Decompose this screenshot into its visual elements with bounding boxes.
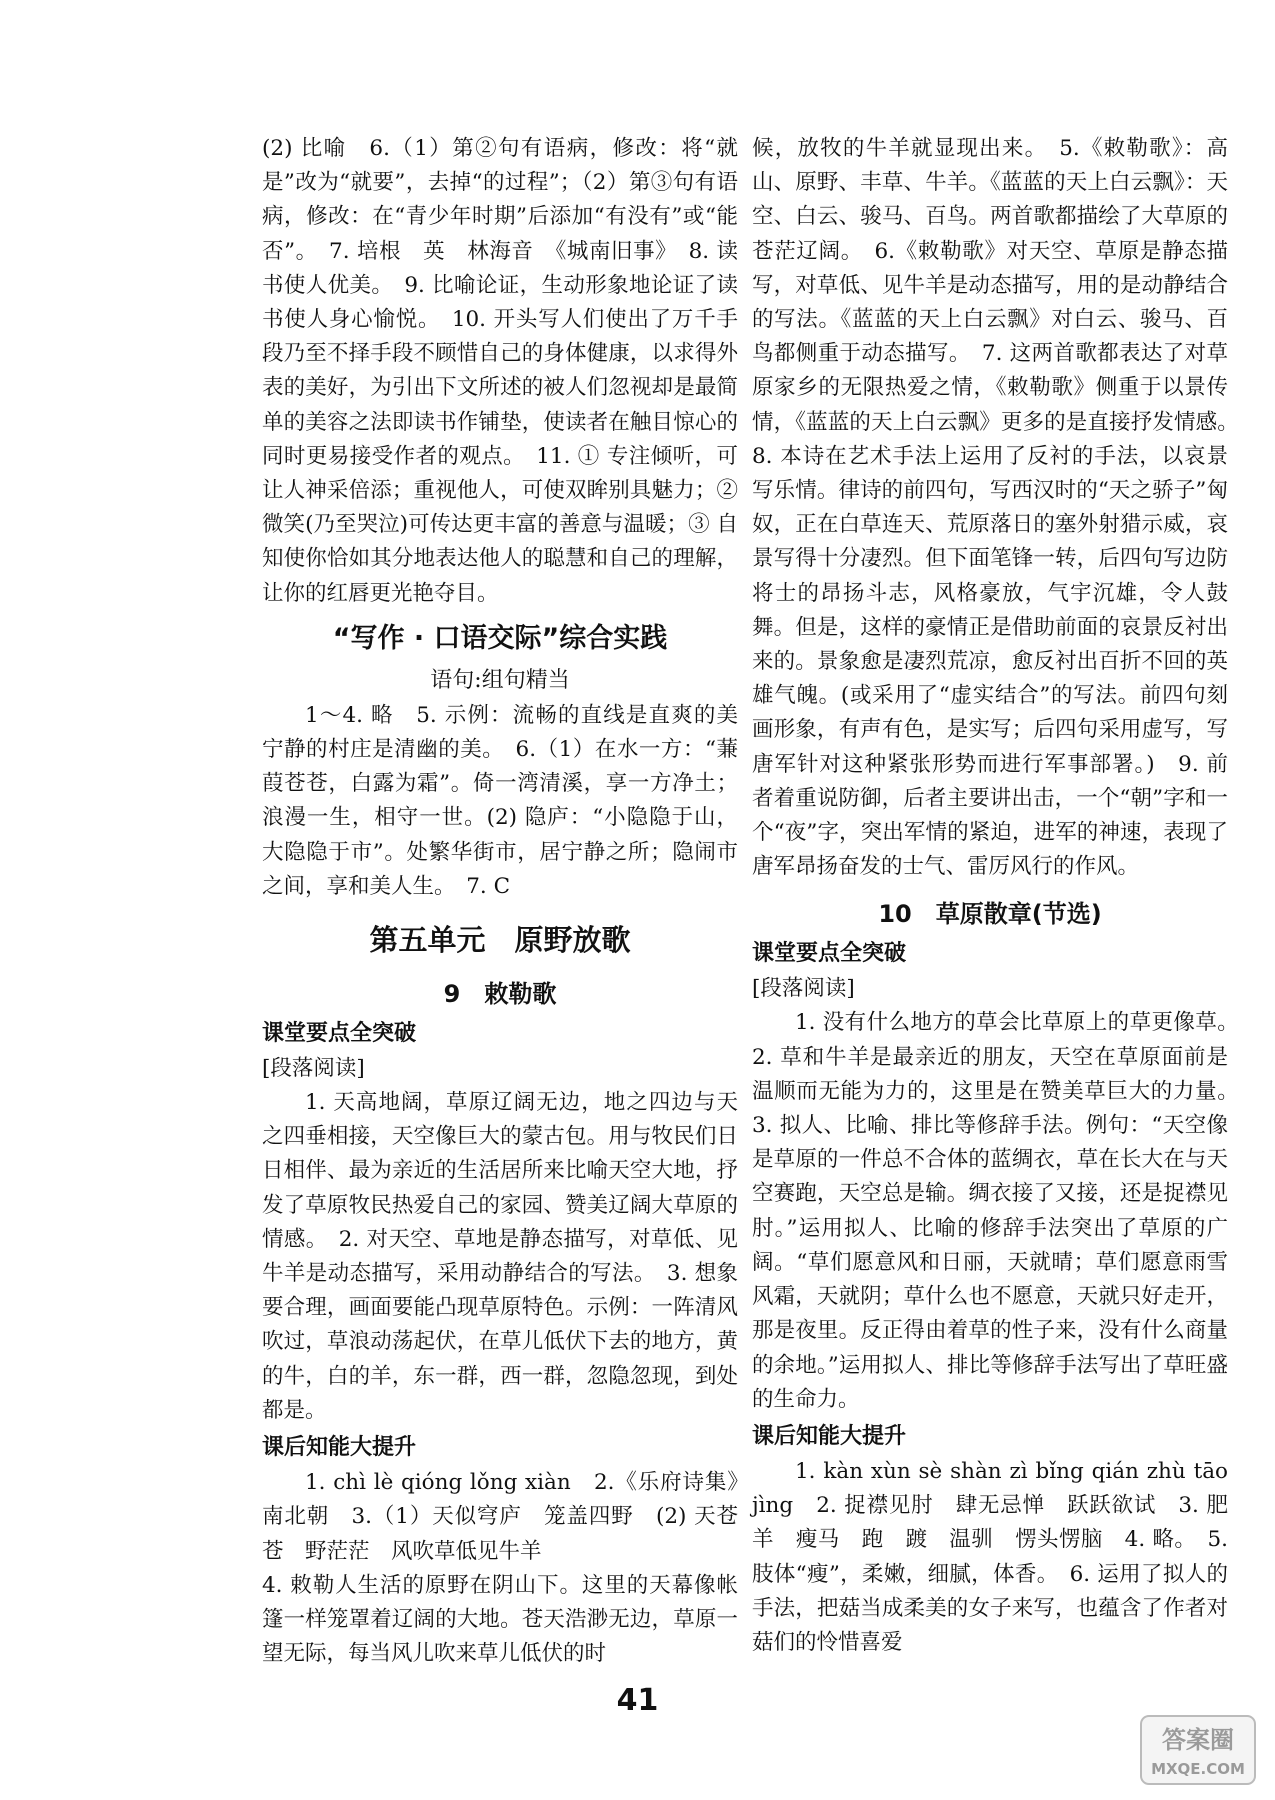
answer-paragraph: 1～4. 略 5. 示例：流畅的直线是直爽的美 宁静的村庄是清幽的美。 6.（1）在水一方：“蒹葭苍苍，白露为霜”。倚一湾清溪，享一方净土；浪漫一生，相守一世。(2) 隐庐：“小隐隐于山，大隐隐于市”。处繁华街市，居宁静之所；隐闹市之间，享和美人生。 7. C — [262, 702, 760, 899]
answer-paragraph: 1. 天高地阔，草原辽阔无边，地之四边与天之四垂相接，天空像巨大的蒙古包。用与牧民们日日相伴、最为亲近的生活居所来比喻天空大地，抒发了草原牧民热爱自己的家园、赞美辽阔大草原的情感。 2. 对天空、草地是静态描写，对草低、见牛羊是动态描写，采用动静结合的写法。 3. 想象要合理，画面要能凸现草原特色。示例：一阵清风吹过，草浪动荡起伏，在草儿低伏下去的地方，黄的牛，白的羊，东一群，西一群，忽隐忽现，到处都是。 — [262, 1090, 738, 1423]
reading-label: [段落阅读] — [752, 976, 855, 1002]
watermark-logo — [1139, 1714, 1257, 1786]
answer-paragraph: 候，放牧的牛羊就显现出来。 5.《敕勒歌》：高山、原野、丰草、牛羊。《蓝蓝的天上白云飘》：天空、白云、骏马、百鸟。两首歌都描绘了大草原的苍茫辽阔。 6.《敕勒歌》对天空、草原是静态描写，对草低、见牛羊是动态描写，用的是动静结合的写法。《蓝蓝的天上白云飘》对白云、骏马、百鸟都侧重于动态描写。 7. 这两首歌都表达了对草原家乡的无限热爱之情，《敕勒歌》侧重于以景传情，《蓝蓝的天上白云飘》更多的是直接抒发情感。 8. 本诗在艺术手法上运用了反衬的手法，以哀景写乐情。律诗的前四句，写西汉时的“天之骄子”匈奴，正在白草连天、荒原落日的塞外射猎示威，哀景写得十分凄烈。但下面笔锋一转，后四句写边防将士的昂扬斗志，风格豪放，气宇沉雄，令人鼓舞。但是，这样的豪情正是借助前面的哀景反衬出来的。景象愈是凄烈荒凉，愈反衬出百折不回的英雄气魄。(或采用了“虚实结合”的写法。前四句刻画形象，有声有色，是实写；后四句采用虚写，写唐军针对这种紧张形势而进行军事部署。) 9. 前者着重说防御，后者主要讲出击，一个“朝”字和一个“夜”字，突出军情的紧迫，进军的神速，表现了唐军昂扬奋发的士气、雷厉风行的作风。 — [752, 136, 1250, 880]
section-subtitle: 语句:组句精当 — [430, 667, 570, 693]
answer-paragraph: (2) 比喻 6.（1）第②句有语病，修改：将“就是”改为“就要”，去掉“的过程”；（2）第③句有语病，修改：在“青少年时期”后添加“有没有”或“能否”。 7. 培根 英 林海音 《城南旧事》 8. 读书使人优美。 9. 比喻论证，生动形象地论证了读书使人身心愉悦。 10. 开头写人们使出了万千手段乃至不择手段不顾惜自己的身体健康，以求得外表的美好，为引出下文所述的被人们忽视却是最简单的美容之法即读书作铺垫，使读者在触目惊心的同时更易接受作者的观点。 11. ① 专注倾听，可让人神采倍添；重视他人，可使双眸别具魅力；② 微笑(乃至哭泣)可传达更丰富的善意与温暖；③ 自知使你恰如其分地表达他人的聪慧和自己的理解，让你的红唇更光艳夺目。 — [262, 136, 738, 606]
lesson-title: 9 敕勒歌 — [443, 980, 557, 1009]
lesson-title: 10 草原散章(节选) — [878, 900, 1102, 929]
answer-paragraph: 1. chì lè qióng lǒng xiàn 2.《乐府诗集》 南北朝 3.（1）天似穹庐 笼盖四野 (2) 天苍苍 野茫茫 风吹草低见牛羊 — [262, 1470, 760, 1564]
left-column — [262, 132, 760, 1671]
watermark-top-text: 答案圈 — [1162, 1726, 1234, 1754]
reading-label: [段落阅读] — [262, 1056, 365, 1082]
section-title: “写作 · 口语交际”综合实践 — [332, 622, 668, 654]
answer-paragraph: 1. kàn xùn sè shàn zì bǐng qián zhù tāo jìng 2. 捉襟见肘 肆无忌惮 跃跃欲试 3. 肥羊 瘦马 跑 踱 温驯 愣头愣脑 4. 略。 5. 肢体“瘦”，柔嫩，细腻，体香。 6. 运用了拟人的手法，把菇当成柔美的女子来写，也蕴含了作者对菇们的怜惜喜爱 — [752, 1458, 1228, 1655]
unit-title: 第五单元 原野放歌 — [369, 923, 631, 958]
right-column — [752, 132, 1250, 1660]
page-number: 41 — [616, 1683, 659, 1718]
watermark-bottom-text: MXQE.COM — [1151, 1760, 1245, 1778]
block-heading: 课堂要点全突破 — [262, 1021, 417, 1047]
block-heading: 课后知能大提升 — [752, 1423, 907, 1449]
answer-paragraph: 4. 敕勒人生活的原野在阴山下。这里的天幕像帐篷一样笼罩着辽阔的大地。苍天浩渺无边，草原一望无际，每当风儿吹来草儿低伏的时 — [262, 1572, 738, 1667]
answer-paragraph: 1. 没有什么地方的草会比草原上的草更像草。 2. 草和牛羊是最亲近的朋友，天空在草原面前是温顺而无能为力的，这里是在赞美草巨大的力量。 3. 拟人、比喻、排比等修辞手法。例句：“天空像是草原的一件总不合体的蓝绸衣，草在长大在与天空赛跑，天空总是输。绸衣接了又接，还是捉襟见肘。”运用拟人、比喻的修辞手法突出了草原的广阔。“草们愿意风和日丽，天就晴；草们愿意雨雪风霜，天就阴；草什么也不愿意，天就只好走开，那是夜里。反正得由着草的性子来，没有什么商量的余地。”运用拟人、排比等修辞手法写出了草旺盛的生命力。 — [752, 1010, 1250, 1412]
block-heading: 课后知能大提升 — [262, 1435, 417, 1461]
block-heading: 课堂要点全突破 — [752, 941, 907, 967]
